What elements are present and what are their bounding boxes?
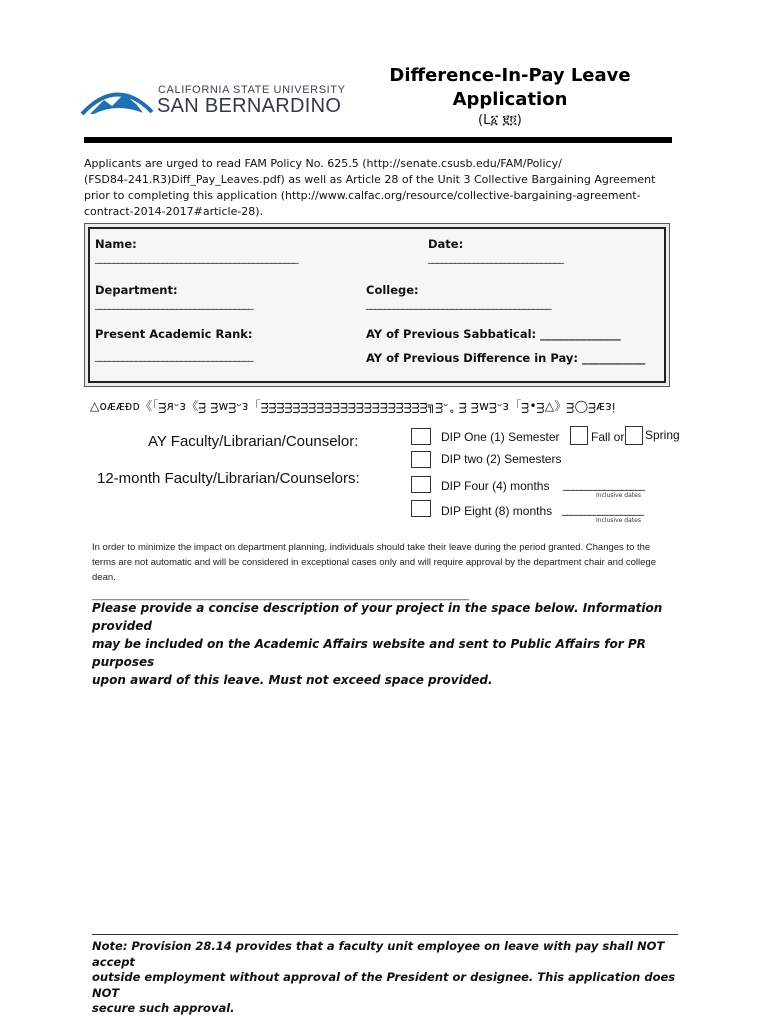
previous-sabbatical-field[interactable]: AY of Previous Sabbatical: ______________ xyxy=(366,327,621,341)
dip-one-checkbox[interactable] xyxy=(411,428,431,445)
dip-eight-dates-field[interactable]: __________________ xyxy=(562,503,643,516)
planning-line-3: dean. xyxy=(92,572,116,583)
dip-four-inclusive-dates: Inclusive dates xyxy=(596,492,641,499)
dip-four-dates-field[interactable]: __________________ xyxy=(563,478,644,491)
note-line-3: secure such approval. xyxy=(92,1001,235,1015)
ay-faculty-label: AY Faculty/Librarian/Counselor: xyxy=(148,433,359,450)
date-label: Date: xyxy=(428,237,464,251)
twelve-month-label: 12-month Faculty/Librarian/Counselors: xyxy=(97,470,360,487)
college-label: College: xyxy=(366,283,419,297)
footer-rule xyxy=(92,934,678,935)
note-line-2: outside employment without approval of the President or designee. This application does NOT xyxy=(92,970,676,1000)
spring-label: Spring xyxy=(645,428,680,442)
dip-four-label: DIP Four (4) months xyxy=(441,479,550,493)
provision-note xyxy=(92,939,692,1017)
spring-checkbox[interactable] xyxy=(625,426,643,445)
separator-line: ______________________________________________________________________________________________ xyxy=(92,590,468,601)
garbled-notice: △ᴏᴁᴁᴆᴅ《「ᴟᴙᵕᴈ《ᴟ ᴟᴡᴟᵕᴈ「ᴟᴟᴟᴟᴟᴟᴟᴟᴟᴟᴟᴟᴟᴟᴟᴟᴟᴟᴟᴟᴟ╗ᴟᵕ˳ ᴟ ᴟᴡᴟᵕᴈ「ᴟ•ᴟ△》ᴟ◯ᴟᴁᴈᴉ xyxy=(90,399,616,413)
intro-line-1: Applicants are urged to read FAM Policy No. 625.5 (http://senate.csusb.edu/FAM/Policy/ xyxy=(84,157,562,170)
logo-line-2: SAN BERNARDINO xyxy=(157,95,342,117)
note-line-1: Note: Provision 28.14 provides that a faculty unit employee on leave with pay shall NOT accept xyxy=(92,939,665,969)
mountain-logo-icon xyxy=(80,82,154,116)
academic-rank-label: Present Academic Rank: xyxy=(95,327,253,341)
dip-eight-inclusive-dates: Inclusive dates xyxy=(596,517,641,524)
fall-label: Fall or xyxy=(591,430,625,444)
previous-dip-field[interactable]: AY of Previous Difference in Pay: ___________ xyxy=(366,351,646,365)
intro-line-3: prior to completing this application (http://www.calfac.org/resource/collective-bargaining-agreement- xyxy=(84,189,641,202)
title-line-1: Difference-In-Pay Leave xyxy=(389,65,631,86)
department-label: Department: xyxy=(95,283,178,297)
department-field[interactable]: ___________________________________ xyxy=(95,297,253,310)
describe-line-1: Please provide a concise description of your project in the space below. Information provided xyxy=(92,601,663,633)
planning-line-1: In order to minimize the impact on department planning, individuals should take their leave during the period granted. Changes to the xyxy=(92,542,651,553)
page-title xyxy=(370,64,650,112)
intro-paragraph xyxy=(84,156,674,220)
dip-eight-checkbox[interactable] xyxy=(411,500,431,517)
applicant-info-inner xyxy=(88,227,666,383)
college-field[interactable]: _________________________________________ xyxy=(366,297,551,310)
planning-paragraph xyxy=(92,540,682,585)
dip-two-checkbox[interactable] xyxy=(411,451,431,468)
page-subtitle: (L፩ ፪፬) xyxy=(478,113,522,128)
university-logo xyxy=(80,80,350,120)
dip-eight-label: DIP Eight (8) months xyxy=(441,504,553,518)
intro-line-4: contract-2014-2017#article-28). xyxy=(84,205,264,218)
title-line-2: Application xyxy=(452,89,568,110)
planning-line-2: terms are not automatic and will be considered in exceptional cases only and will require approval by the department chair and college xyxy=(92,557,656,568)
description-instructions xyxy=(92,599,682,689)
dip-two-label: DIP two (2) Semesters xyxy=(441,452,562,466)
dip-one-label: DIP One (1) Semester xyxy=(441,430,560,444)
name-label: Name: xyxy=(95,237,137,251)
describe-line-3: upon award of this leave. Must not exceed space provided. xyxy=(92,673,493,687)
academic-rank-field[interactable]: ___________________________________ xyxy=(95,349,253,362)
fall-checkbox[interactable] xyxy=(570,426,588,445)
name-field[interactable]: _____________________________________________ xyxy=(95,251,298,264)
dip-four-checkbox[interactable] xyxy=(411,476,431,493)
header-rule xyxy=(84,137,672,143)
intro-line-2: (FSD84-241.R3)Diff_Pay_Leaves.pdf) as well as Article 28 of the Unit 3 Collective Bargaining Agreement xyxy=(84,173,656,186)
applicant-info-box xyxy=(84,223,670,387)
date-field[interactable]: ______________________________ xyxy=(428,251,563,264)
logo-line-1: CALIFORNIA STATE UNIVERSITY xyxy=(158,84,346,96)
describe-line-2: may be included on the Academic Affairs website and sent to Public Affairs for PR purposes xyxy=(92,637,646,669)
